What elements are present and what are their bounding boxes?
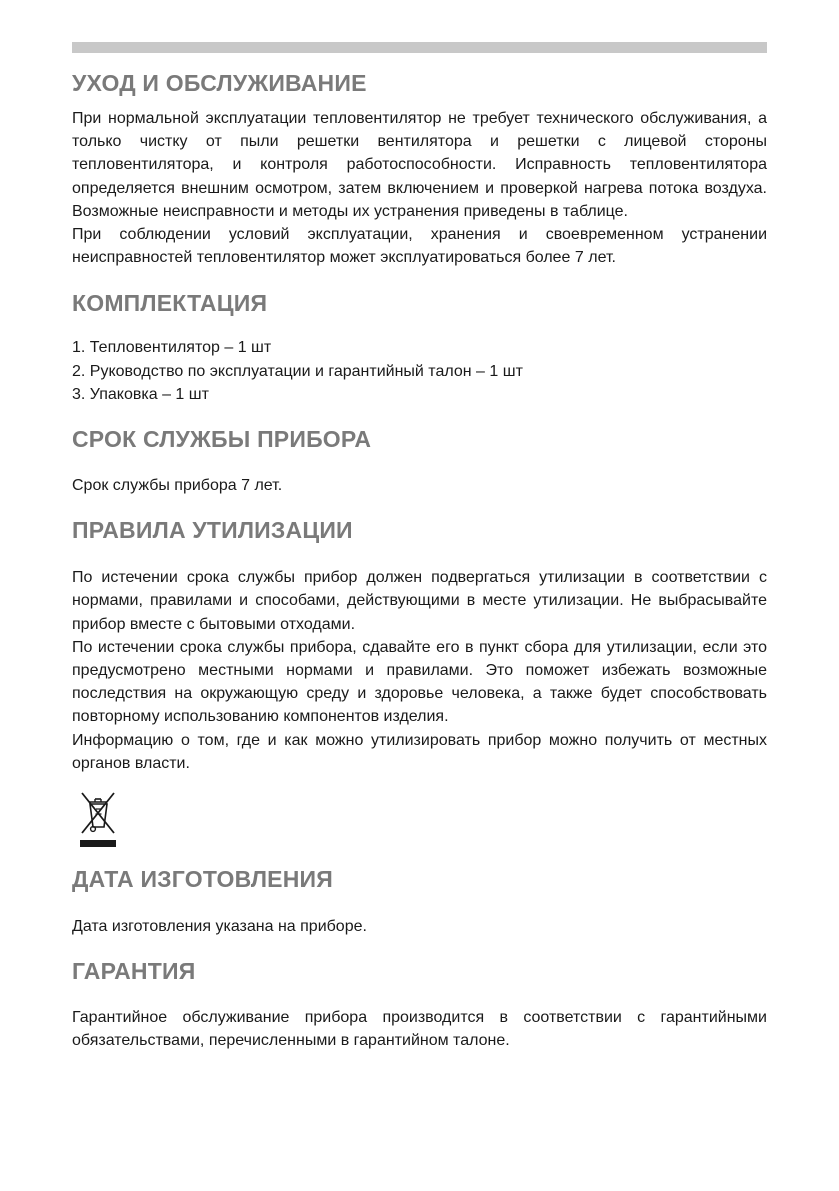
header-rule: [72, 42, 767, 53]
warranty-text: Гарантийное обслуживание прибора производится в соответствии с гарантийными обязательствами, перечисленными в гарантийном талоне.: [72, 1009, 767, 1050]
care-paragraph-1: При нормальной эксплуатации тепловентилятор не требует технического обслуживания, а только чистку от пыли решетки вентилятора и решетки с лицевой стороны тепловентилятора, и контроля работоспособности. Исправность тепловентилятора определяется внешним осмотром, затем включением и проверкой нагрева потока воздуха. Возможные неисправности и методы их устранения приведены в таблице.: [72, 110, 767, 220]
manufacture-date-heading: ДАТА ИЗГОТОВЛЕНИЯ: [72, 866, 333, 893]
kit-list-item: 3. Упаковка – 1 шт: [72, 385, 209, 403]
kit-heading: КОМПЛЕКТАЦИЯ: [72, 290, 268, 317]
kit-list-item: 2. Руководство по эксплуатации и гарантийный талон – 1 шт: [72, 362, 523, 380]
disposal-paragraph-3: Информацию о том, где и как можно утилизировать прибор можно получить от местных органов власти.: [72, 731, 767, 772]
service-life-section: [72, 421, 767, 497]
crossed-out-wheelie-bin-icon: [80, 791, 116, 849]
service-life-text: Срок службы прибора 7 лет.: [72, 477, 283, 495]
kit-list-item: 1. Тепловентилятор – 1 шт: [72, 339, 272, 357]
care-paragraph-2: При соблюдении условий эксплуатации, хранения и своевременном устранении неисправностей тепловентилятор может эксплуатироваться более 7 лет.: [72, 226, 767, 267]
kit-section: [72, 285, 767, 406]
manufacture-date-section: [72, 861, 767, 938]
disposal-paragraph-2: По истечении срока службы прибора, сдавайте его в пункт сбора для утилизации, если это предусмотрено местными нормами и правилами. Это поможет избежать возможные последствия на окружающую среду и здоровье человека, а также будет способствовать повторному использованию компонентов изделия.: [72, 638, 767, 726]
disposal-paragraph-1: По истечении срока службы прибор должен подвергаться утилизации в соответствии с нормами, правилами и способами, действующими в месте утилизации. Не выбрасывайте прибор вместе с бытовыми отходами.: [72, 569, 767, 633]
page-content: [72, 62, 767, 1053]
warranty-section: [72, 953, 767, 1052]
service-life-heading: СРОК СЛУЖБЫ ПРИБОРА: [72, 426, 372, 453]
care-heading: УХОД И ОБСЛУЖИВАНИЕ: [72, 70, 367, 96]
disposal-heading: ПРАВИЛА УТИЛИЗАЦИИ: [72, 517, 353, 544]
kit-list: [72, 336, 767, 406]
warranty-heading: ГАРАНТИЯ: [72, 958, 196, 985]
disposal-section: [72, 512, 767, 849]
manufacture-date-text: Дата изготовления указана на приборе.: [72, 918, 367, 936]
care-section: [72, 65, 767, 269]
